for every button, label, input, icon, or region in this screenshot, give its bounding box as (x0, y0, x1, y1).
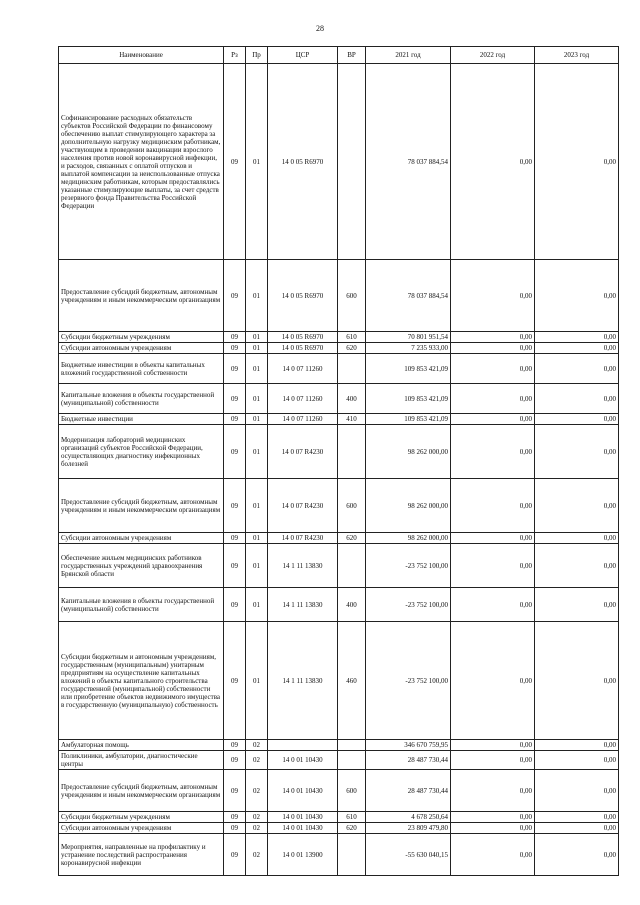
cell-name: Субсидии бюджетным учреждениям (59, 812, 224, 823)
cell-vr (338, 425, 366, 479)
cell-2021: 109 853 421,09 (366, 354, 451, 384)
cell-csr: 14 0 07 R4230 (268, 425, 338, 479)
cell-2022: 0,00 (451, 533, 535, 544)
cell-vr: 400 (338, 384, 366, 414)
header-csr: ЦСР (268, 47, 338, 64)
cell-2023: 0,00 (535, 414, 619, 425)
cell-vr (338, 834, 366, 876)
cell-2023: 0,00 (535, 834, 619, 876)
cell-2022: 0,00 (451, 64, 535, 260)
cell-pr: 01 (246, 260, 268, 332)
cell-csr: 14 0 05 R6970 (268, 64, 338, 260)
cell-csr: 14 0 05 R6970 (268, 260, 338, 332)
cell-vr (338, 544, 366, 588)
cell-2023: 0,00 (535, 622, 619, 740)
cell-2022: 0,00 (451, 823, 535, 834)
table-row (59, 425, 619, 479)
cell-name: Субсидии автономным учреждениям (59, 823, 224, 834)
cell-csr (268, 740, 338, 751)
cell-2021: -23 752 100,00 (366, 622, 451, 740)
cell-rz: 09 (224, 479, 246, 533)
cell-pr: 01 (246, 384, 268, 414)
cell-2021: 98 262 000,00 (366, 425, 451, 479)
cell-2023: 0,00 (535, 770, 619, 812)
cell-vr: 610 (338, 812, 366, 823)
table-row (59, 812, 619, 823)
cell-rz: 09 (224, 260, 246, 332)
table-row (59, 834, 619, 876)
cell-2021: 28 487 730,44 (366, 751, 451, 770)
cell-rz: 09 (224, 343, 246, 354)
cell-name: Модернизация лабораторий медицинских организаций субъектов Российской Федерации, осуществляющих диагностику инфекционных болезней (59, 425, 224, 479)
cell-2021: 109 853 421,09 (366, 384, 451, 414)
cell-name: Обеспечение жильем медицинских работников государственных учреждений здравоохранения Брянской области (59, 544, 224, 588)
cell-csr: 14 0 07 11260 (268, 414, 338, 425)
cell-pr: 02 (246, 751, 268, 770)
cell-pr: 02 (246, 740, 268, 751)
cell-2021: 28 487 730,44 (366, 770, 451, 812)
cell-name: Предоставление субсидий бюджетным, автономным учреждениям и иным некоммерческим организациям (59, 260, 224, 332)
cell-name: Амбулаторная помощь (59, 740, 224, 751)
cell-name: Субсидии бюджетным и автономным учреждениям, государственным (муниципальным) унитарным предприятиям на осуществление капитальных вложений в объекты капитального строительства государственной (муниципальной) собственности или приобретение объектов недвижимого имущества в государственную (муниципальную) собственность (59, 622, 224, 740)
cell-2021: 98 262 000,00 (366, 533, 451, 544)
cell-pr: 02 (246, 834, 268, 876)
cell-2022: 0,00 (451, 812, 535, 823)
cell-2022: 0,00 (451, 479, 535, 533)
header-pr: Пр (246, 47, 268, 64)
cell-rz: 09 (224, 425, 246, 479)
cell-vr (338, 751, 366, 770)
cell-2022: 0,00 (451, 332, 535, 343)
table-row (59, 588, 619, 622)
cell-2022: 0,00 (451, 425, 535, 479)
cell-2022: 0,00 (451, 588, 535, 622)
cell-2022: 0,00 (451, 740, 535, 751)
cell-vr: 600 (338, 479, 366, 533)
cell-2023: 0,00 (535, 343, 619, 354)
cell-name: Бюджетные инвестиции в объекты капитальных вложений государственной собственности (59, 354, 224, 384)
cell-vr: 460 (338, 622, 366, 740)
cell-csr: 14 1 11 13830 (268, 588, 338, 622)
page-number: 28 (316, 24, 324, 33)
cell-2023: 0,00 (535, 64, 619, 260)
cell-2022: 0,00 (451, 414, 535, 425)
header-vr: ВР (338, 47, 366, 64)
cell-rz: 09 (224, 544, 246, 588)
cell-pr: 01 (246, 332, 268, 343)
header-2022: 2022 год (451, 47, 535, 64)
cell-csr: 14 0 01 10430 (268, 812, 338, 823)
cell-csr: 14 0 05 R6970 (268, 332, 338, 343)
cell-csr: 14 0 01 10430 (268, 770, 338, 812)
cell-2023: 0,00 (535, 751, 619, 770)
cell-rz: 09 (224, 414, 246, 425)
table-row (59, 343, 619, 354)
cell-2021: 70 801 951,54 (366, 332, 451, 343)
cell-name: Поликлиники, амбулатории, диагностические центры (59, 751, 224, 770)
cell-pr: 02 (246, 823, 268, 834)
cell-rz: 09 (224, 834, 246, 876)
cell-pr: 01 (246, 533, 268, 544)
cell-vr: 600 (338, 260, 366, 332)
cell-vr: 620 (338, 823, 366, 834)
table-row (59, 533, 619, 544)
header-2021: 2021 год (366, 47, 451, 64)
table-row (59, 751, 619, 770)
cell-name: Софинансирование расходных обязательств субъектов Российской Федерации по финансовому обеспечению выплат стимулирующего характера за дополнительную нагрузку медицинским работникам, участвующим в проведении вакцинации взрослого населения против новой коронавирусной инфекции, и расходов, связанных с оплатой отпусков и выплатой компенсации за неиспользованные отпуска медицинским работникам, которым предоставлялись указанные стимулирующие выплаты, за счет средств резервного фонда Правительства Российской Федерации (59, 64, 224, 260)
cell-2023: 0,00 (535, 823, 619, 834)
cell-csr: 14 0 07 R4230 (268, 479, 338, 533)
cell-vr: 600 (338, 770, 366, 812)
cell-2022: 0,00 (451, 770, 535, 812)
cell-csr: 14 0 07 11260 (268, 354, 338, 384)
cell-2022: 0,00 (451, 260, 535, 332)
cell-pr: 01 (246, 425, 268, 479)
cell-vr (338, 740, 366, 751)
table-row (59, 740, 619, 751)
table-row (59, 354, 619, 384)
cell-2021: -23 752 100,00 (366, 544, 451, 588)
table-row (59, 260, 619, 332)
cell-name: Субсидии бюджетным учреждениям (59, 332, 224, 343)
cell-csr: 14 0 07 11260 (268, 384, 338, 414)
table-row (59, 770, 619, 812)
cell-pr: 01 (246, 479, 268, 533)
cell-name: Предоставление субсидий бюджетным, автономным учреждениям и иным некоммерческим организациям (59, 479, 224, 533)
cell-csr: 14 0 01 10430 (268, 751, 338, 770)
cell-pr: 02 (246, 770, 268, 812)
cell-2021: 98 262 000,00 (366, 479, 451, 533)
cell-csr: 14 1 11 13830 (268, 544, 338, 588)
cell-pr: 02 (246, 812, 268, 823)
cell-name: Субсидии автономным учреждениям (59, 343, 224, 354)
cell-name: Бюджетные инвестиции (59, 414, 224, 425)
cell-2023: 0,00 (535, 260, 619, 332)
cell-2021: 4 678 250,64 (366, 812, 451, 823)
cell-rz: 09 (224, 64, 246, 260)
table-row (59, 823, 619, 834)
cell-2021: -23 752 100,00 (366, 588, 451, 622)
cell-2022: 0,00 (451, 751, 535, 770)
cell-2021: 109 853 421,09 (366, 414, 451, 425)
cell-vr: 410 (338, 414, 366, 425)
cell-pr: 01 (246, 414, 268, 425)
cell-vr: 620 (338, 533, 366, 544)
cell-name: Мероприятия, направленные на профилактику и устранение последствий распространения коронавирусной инфекции (59, 834, 224, 876)
cell-pr: 01 (246, 544, 268, 588)
header-rz: Рз (224, 47, 246, 64)
cell-pr: 01 (246, 343, 268, 354)
cell-2023: 0,00 (535, 384, 619, 414)
cell-2021: 78 037 884,54 (366, 260, 451, 332)
cell-2023: 0,00 (535, 332, 619, 343)
cell-2022: 0,00 (451, 354, 535, 384)
cell-vr: 610 (338, 332, 366, 343)
cell-rz: 09 (224, 770, 246, 812)
cell-csr: 14 0 05 R6970 (268, 343, 338, 354)
cell-2023: 0,00 (535, 354, 619, 384)
table-row (59, 64, 619, 260)
cell-2022: 0,00 (451, 343, 535, 354)
table-row (59, 384, 619, 414)
cell-rz: 09 (224, 622, 246, 740)
cell-name: Капитальные вложения в объекты государственной (муниципальной) собственности (59, 588, 224, 622)
cell-rz: 09 (224, 384, 246, 414)
cell-pr: 01 (246, 588, 268, 622)
cell-2023: 0,00 (535, 425, 619, 479)
cell-pr: 01 (246, 354, 268, 384)
cell-2021: -55 630 040,15 (366, 834, 451, 876)
cell-pr: 01 (246, 622, 268, 740)
cell-rz: 09 (224, 354, 246, 384)
cell-rz: 09 (224, 332, 246, 343)
cell-2023: 0,00 (535, 812, 619, 823)
cell-2021: 23 809 479,80 (366, 823, 451, 834)
header-name: Наименование (59, 47, 224, 64)
table-row (59, 414, 619, 425)
cell-2023: 0,00 (535, 740, 619, 751)
cell-2021: 346 670 759,95 (366, 740, 451, 751)
cell-2023: 0,00 (535, 479, 619, 533)
cell-pr: 01 (246, 64, 268, 260)
cell-csr: 14 0 07 R4230 (268, 533, 338, 544)
header-2023: 2023 год (535, 47, 619, 64)
cell-2023: 0,00 (535, 533, 619, 544)
table-row (59, 332, 619, 343)
cell-rz: 09 (224, 751, 246, 770)
cell-name: Предоставление субсидий бюджетным, автономным учреждениям и иным некоммерческим организациям (59, 770, 224, 812)
cell-rz: 09 (224, 823, 246, 834)
cell-vr: 400 (338, 588, 366, 622)
cell-2021: 78 037 884,54 (366, 64, 451, 260)
table-row (59, 544, 619, 588)
cell-rz: 09 (224, 812, 246, 823)
cell-2022: 0,00 (451, 544, 535, 588)
cell-csr: 14 1 11 13830 (268, 622, 338, 740)
cell-2021: 7 235 933,00 (366, 343, 451, 354)
cell-2022: 0,00 (451, 384, 535, 414)
cell-name: Субсидии автономным учреждениям (59, 533, 224, 544)
cell-csr: 14 0 01 13900 (268, 834, 338, 876)
cell-2023: 0,00 (535, 588, 619, 622)
cell-rz: 09 (224, 740, 246, 751)
cell-rz: 09 (224, 533, 246, 544)
cell-vr: 620 (338, 343, 366, 354)
cell-vr (338, 354, 366, 384)
cell-name: Капитальные вложения в объекты государственной (муниципальной) собственности (59, 384, 224, 414)
cell-rz: 09 (224, 588, 246, 622)
cell-vr (338, 64, 366, 260)
table-header-row (59, 47, 619, 64)
cell-2022: 0,00 (451, 834, 535, 876)
table-row (59, 479, 619, 533)
table-row (59, 622, 619, 740)
budget-table (58, 46, 619, 876)
cell-2022: 0,00 (451, 622, 535, 740)
cell-csr: 14 0 01 10430 (268, 823, 338, 834)
cell-2023: 0,00 (535, 544, 619, 588)
